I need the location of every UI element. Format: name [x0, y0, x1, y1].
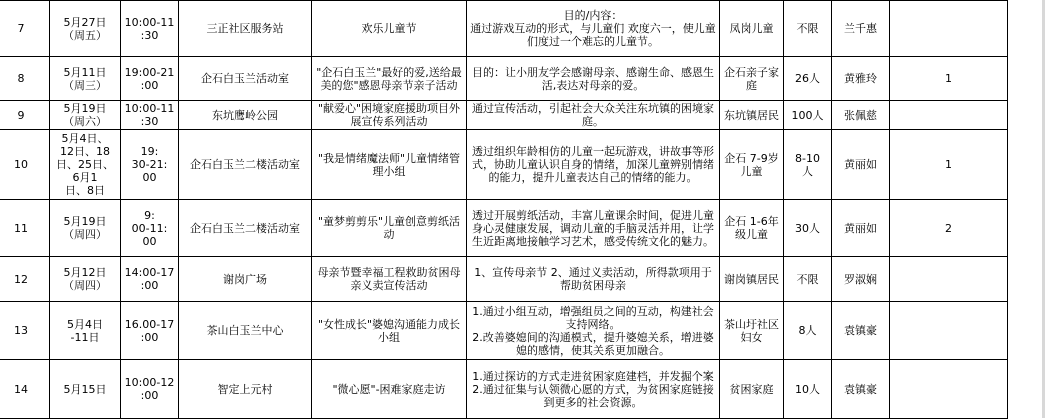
staff-cell[interactable]	[832, 57, 890, 101]
extra-cell[interactable]	[890, 101, 1008, 130]
extra-cell[interactable]	[890, 57, 1008, 101]
table-row	[0, 57, 1008, 101]
date-cell[interactable]	[50, 302, 121, 360]
target-group-cell[interactable]	[720, 1, 784, 57]
participant-count-cell[interactable]	[784, 200, 832, 257]
participant-count-text: 不限	[796, 22, 819, 35]
location-text: 三正社区服务站	[206, 22, 284, 35]
target-group-cell[interactable]	[720, 360, 784, 419]
participant-count-text: 不限	[796, 272, 819, 286]
row-number-cell[interactable]	[0, 101, 50, 130]
table-row	[0, 302, 1008, 360]
staff-cell[interactable]	[832, 360, 890, 419]
extra-cell[interactable]	[890, 200, 1008, 257]
target-group-text: 谢岗镇居民	[724, 272, 779, 286]
time-cell[interactable]	[121, 101, 179, 130]
activity-name-text: "献爱心"困境家庭援助项目外展宣传系列活动	[317, 102, 461, 128]
date-cell[interactable]	[50, 360, 121, 419]
target-group-text: 企石 7-9岁儿童	[724, 151, 779, 178]
activity-name-text: "我是情绪魔法师"儿童情绪管理小组	[317, 151, 461, 178]
time-cell[interactable]	[121, 1, 179, 57]
staff-cell[interactable]	[832, 257, 890, 302]
content-text: 透过开展剪纸活动，丰富儿童课余时间，促进儿童身心灵健康发展，调动儿童的手脑灵活并用，让学生近距离地接触学习艺术，感受传统文化的魅力。	[472, 208, 714, 248]
staff-text: 罗淑娴	[844, 272, 877, 286]
target-group-cell[interactable]	[720, 130, 784, 200]
table-row	[0, 130, 1008, 200]
row-number-text: 10	[14, 158, 28, 171]
participant-count-cell[interactable]	[784, 360, 832, 419]
activity-name-text: "企石白玉兰"最好的爱,送给最美的您"感恩母亲节亲子活动	[316, 65, 462, 92]
staff-text: 袁镇豪	[844, 382, 877, 396]
row-number-cell[interactable]	[0, 130, 50, 200]
row-number-text: 14	[14, 382, 28, 396]
staff-cell[interactable]	[832, 101, 890, 130]
content-cell[interactable]	[467, 1, 720, 57]
location-text: 企石白玉兰二楼活动室	[190, 158, 300, 171]
staff-text: 黄丽如	[844, 221, 877, 235]
location-cell[interactable]	[179, 302, 312, 360]
extra-cell[interactable]	[890, 130, 1008, 200]
content-cell[interactable]	[467, 57, 720, 101]
target-group-text: 企石亲子家庭	[724, 65, 779, 92]
table-row	[0, 200, 1008, 257]
time-cell[interactable]	[121, 57, 179, 101]
content-cell[interactable]	[467, 257, 720, 302]
extra-text: 1	[945, 72, 952, 85]
time-cell[interactable]	[121, 302, 179, 360]
time-text: 9: 00-11: 00	[131, 208, 168, 248]
content-cell[interactable]	[467, 101, 720, 130]
extra-cell[interactable]	[890, 360, 1008, 419]
extra-cell[interactable]	[890, 1, 1008, 57]
participant-count-cell[interactable]	[784, 257, 832, 302]
location-cell[interactable]	[179, 57, 312, 101]
target-group-cell[interactable]	[720, 57, 784, 101]
time-cell[interactable]	[121, 360, 179, 419]
participant-count-text: 26人	[795, 72, 820, 85]
location-cell[interactable]	[179, 257, 312, 302]
target-group-text: 企石 1-6年级儿童	[724, 215, 779, 241]
date-text: 5月19日 （周六）	[63, 102, 107, 128]
target-group-text: 东坑镇居民	[724, 108, 779, 122]
staff-text: 黄丽如	[844, 158, 877, 171]
staff-text: 张佩慈	[844, 108, 877, 122]
content-text: 目的/内容： 通过游戏互动的形式，与儿童们 欢度六一，使儿童们度过一个难忘的儿童节。	[470, 9, 716, 48]
date-cell[interactable]	[50, 1, 121, 57]
content-cell[interactable]	[467, 360, 720, 419]
date-cell[interactable]	[50, 257, 121, 302]
staff-cell[interactable]	[832, 130, 890, 200]
row-number-cell[interactable]	[0, 200, 50, 257]
staff-cell[interactable]	[832, 302, 890, 360]
time-text: 10:00-11 :30	[124, 15, 175, 42]
time-text: 10:00-11 :30	[124, 102, 175, 128]
date-text: 5月4日 -11日	[67, 317, 103, 344]
time-text: 16.00-17 :00	[124, 317, 175, 344]
time-text: 10:00-12 :00	[124, 376, 175, 402]
activity-name-text: 母亲节暨幸福工程救助贫困母亲义卖宣传活动	[317, 266, 461, 292]
staff-text: 袁镇豪	[844, 324, 877, 337]
date-text: 5月4日、 12日、18 日、25日、 6月1 日、8日	[56, 132, 114, 197]
row-number-text: 8	[17, 72, 25, 85]
row-number-cell[interactable]	[0, 57, 50, 101]
date-text: 5月27日 （周五）	[63, 15, 107, 42]
time-text: 19: 30-21: 00	[131, 145, 168, 184]
staff-cell[interactable]	[832, 1, 890, 57]
location-text: 东坑鹰岭公园	[212, 108, 278, 122]
activity-name-cell[interactable]	[312, 257, 467, 302]
content-text: 1、宣传母亲节 2、通过义卖活动，所得款项用于帮助贫困母亲	[474, 266, 712, 292]
staff-cell[interactable]	[832, 200, 890, 257]
date-text: 5月19日 （周四）	[63, 215, 107, 241]
row-number-text: 7	[17, 22, 25, 35]
row-number-text: 13	[14, 324, 28, 337]
time-cell[interactable]	[121, 130, 179, 200]
row-number-cell[interactable]	[0, 1, 50, 57]
date-text: 5月15日	[63, 382, 107, 396]
content-text: 透过组织年龄相仿的儿童一起玩游戏，讲故事等形式，协助儿童认识自身的情绪，加深儿童辨别情绪的能力，提升儿童表达自己的情绪的能力。	[472, 145, 714, 184]
table-row	[0, 1, 1008, 57]
activity-name-text: "微心愿"-困难家庭走访	[332, 382, 446, 396]
row-number-text: 12	[14, 272, 28, 286]
row-number-text: 11	[14, 221, 28, 235]
date-text: 5月12日 （周四）	[63, 266, 107, 292]
extra-cell[interactable]	[890, 302, 1008, 360]
row-number-text: 9	[17, 108, 25, 122]
time-text: 14:00-17 :00	[124, 266, 175, 292]
target-group-cell[interactable]	[720, 101, 784, 130]
extra-text: 1	[945, 158, 952, 171]
table-row	[0, 257, 1008, 302]
participant-count-cell[interactable]	[784, 101, 832, 130]
time-cell[interactable]	[121, 200, 179, 257]
location-cell[interactable]	[179, 130, 312, 200]
location-text: 企石白玉兰活动室	[201, 72, 289, 85]
participant-count-text: 10人	[795, 382, 820, 396]
target-group-text: 贫困家庭	[729, 382, 774, 396]
table-row	[0, 101, 1008, 130]
row-number-cell[interactable]	[0, 360, 50, 419]
activity-name-cell[interactable]	[312, 57, 467, 101]
content-text: 1.通过探访的方式走进贫困家庭建档，并发掘个案 2.通过征集与认领微心愿的方式，为贫困家庭链接到更多的社会资源。	[472, 369, 714, 409]
activity-name-cell[interactable]	[312, 302, 467, 360]
staff-text: 黄雅玲	[844, 72, 877, 85]
date-cell[interactable]	[50, 130, 121, 200]
date-text: 5月11日 （周三）	[63, 65, 107, 92]
location-cell[interactable]	[179, 101, 312, 130]
location-text: 企石白玉兰二楼活动室	[190, 221, 300, 235]
date-cell[interactable]	[50, 57, 121, 101]
participant-count-text: 8-10 人	[795, 151, 820, 178]
location-cell[interactable]	[179, 360, 312, 419]
location-cell[interactable]	[179, 200, 312, 257]
activity-name-cell[interactable]	[312, 101, 467, 130]
time-text: 19:00-21 :00	[124, 65, 175, 92]
content-cell[interactable]	[467, 200, 720, 257]
target-group-cell[interactable]	[720, 257, 784, 302]
participant-count-text: 30人	[795, 221, 820, 235]
activity-name-cell[interactable]	[312, 200, 467, 257]
target-group-text: 凤岗儿童	[729, 22, 774, 35]
location-text: 谢岗广场	[223, 272, 267, 286]
row-number-cell[interactable]	[0, 257, 50, 302]
date-cell[interactable]	[50, 200, 121, 257]
content-text: 通过宣传活动，引起社会大众关注东坑镇的困境家庭。	[472, 102, 714, 128]
activity-name-cell[interactable]	[312, 130, 467, 200]
content-cell[interactable]	[467, 302, 720, 360]
content-cell[interactable]	[467, 130, 720, 200]
participant-count-cell[interactable]	[784, 130, 832, 200]
participant-count-cell[interactable]	[784, 57, 832, 101]
activity-name-cell[interactable]	[312, 1, 467, 57]
location-cell[interactable]	[179, 1, 312, 57]
participant-count-text: 100人	[791, 108, 824, 122]
activity-name-text: 欢乐儿童节	[361, 22, 417, 35]
activity-name-cell[interactable]	[312, 360, 467, 419]
date-cell[interactable]	[50, 101, 121, 130]
location-text: 茶山白玉兰中心	[206, 324, 284, 337]
table-body	[0, 1, 1008, 419]
location-text: 智定上元村	[217, 382, 273, 396]
content-text: 目的：让小朋友学会感谢母亲、感谢生命、感恩生活,表达对母亲的爱。	[472, 65, 714, 92]
extra-text: 2	[945, 221, 952, 235]
table-row	[0, 360, 1008, 419]
activity-name-text: "女性成长"婆媳沟通能力成长小组	[317, 317, 461, 344]
time-cell[interactable]	[121, 257, 179, 302]
participant-count-cell[interactable]	[784, 1, 832, 57]
target-group-cell[interactable]	[720, 302, 784, 360]
activity-name-text: "童梦剪剪乐"儿童创意剪纸活动	[317, 215, 461, 241]
row-number-cell[interactable]	[0, 302, 50, 360]
participant-count-cell[interactable]	[784, 302, 832, 360]
staff-text: 兰千惠	[844, 22, 877, 35]
participant-count-text: 8人	[798, 324, 817, 337]
target-group-cell[interactable]	[720, 200, 784, 257]
extra-cell[interactable]	[890, 257, 1008, 302]
target-group-text: 茶山圩社区妇女	[724, 317, 779, 344]
content-text: 1.通过小组互动，增强组员之间的互动，构建社会支持网络。 2.改善婆媳间的沟通模式，提升婆媳关系，增进婆媳的感情，使其关系更加融合。	[472, 304, 714, 357]
